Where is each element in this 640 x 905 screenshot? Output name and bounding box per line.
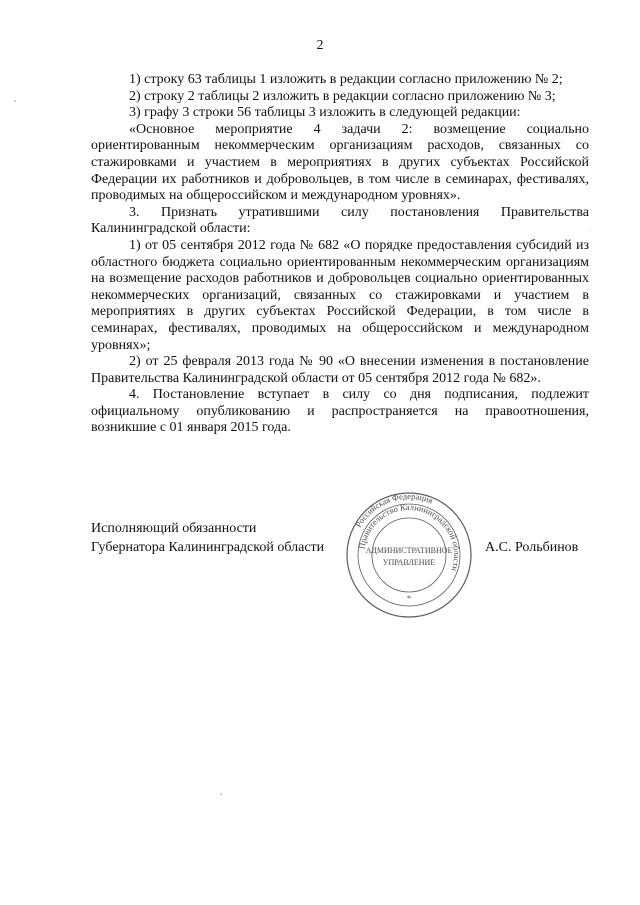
signatory-title — [91, 519, 324, 557]
seal-center-line2: УПРАВЛЕНИЕ — [382, 558, 436, 567]
item-row-2: 2) строку 2 таблицы 2 изложить в редакции согласно приложению № 3; — [129, 88, 556, 104]
scan-speck — [14, 100, 16, 102]
clause-4: 4. Постановление вступает в силу со дня подписания, подлежит официальному опубликованию и распространяется на правоотношения, возникшие с 01 января 2015 года. — [91, 387, 589, 436]
item-column-3: 3) графу 3 строки 56 таблицы 3 изложить в следующей редакции: — [129, 105, 521, 121]
seal-icon — [344, 490, 474, 620]
signatory-title-line1: Исполняющий обязанности — [91, 521, 257, 536]
clause-3-item-2: 2) от 25 февраля 2013 года № 90 «О внесении изменения в постановление Правительства Калининградской области от 05 сентября 2012 года № 682». — [91, 354, 589, 386]
scan-speck — [590, 230, 591, 231]
signatory-title-line2: Губернатора Калининградской области — [91, 540, 325, 555]
document-body — [91, 72, 589, 437]
seal-outer-text: Российская Федерация — [353, 490, 435, 530]
clause-3: 3. Признать утратившими силу постановления Правительства Калининградской области: — [91, 204, 589, 237]
quoted-activity-text: «Основное мероприятие 4 задачи 2: возмещение социально ориентированным некоммерческим организациям расходов, связанных со стажировками и участием в мероприятиях в других субъектах Российской Федерации их работников и добровольцев, в том числе в семинарах, фестивалях, проводимых на общероссийском и международном уровнях». — [91, 121, 589, 204]
seal-star: * — [406, 593, 412, 603]
item-row-63: 1) строку 63 таблицы 1 изложить в редакции согласно приложению № 2; — [129, 72, 563, 87]
clause-3-item-1: 1) от 05 сентября 2012 года № 682 «О порядке предоставления субсидий из областного бюджета социально ориентированным некоммерческим организациям на возмещение расходов работников и добровольцев социально ориентированных некоммерческих организаций, связанных со стажировками и участием в мероприятиях в других субъектах Российской Федерации, в том числе в семинарах, фестивалях, проводимых на общероссийском и международном уровнях»; — [91, 237, 589, 353]
scan-speck — [220, 793, 222, 795]
signatory-name: А.С. Рольбинов — [485, 540, 579, 555]
seal-center-line1: АДМИНИСТРАТИВНОЕ — [365, 546, 453, 555]
signature-block — [91, 519, 591, 609]
seal-middle-text: Правительство Калининградской области — [356, 501, 463, 573]
official-seal — [344, 490, 474, 620]
page-number: 2 — [316, 38, 324, 53]
